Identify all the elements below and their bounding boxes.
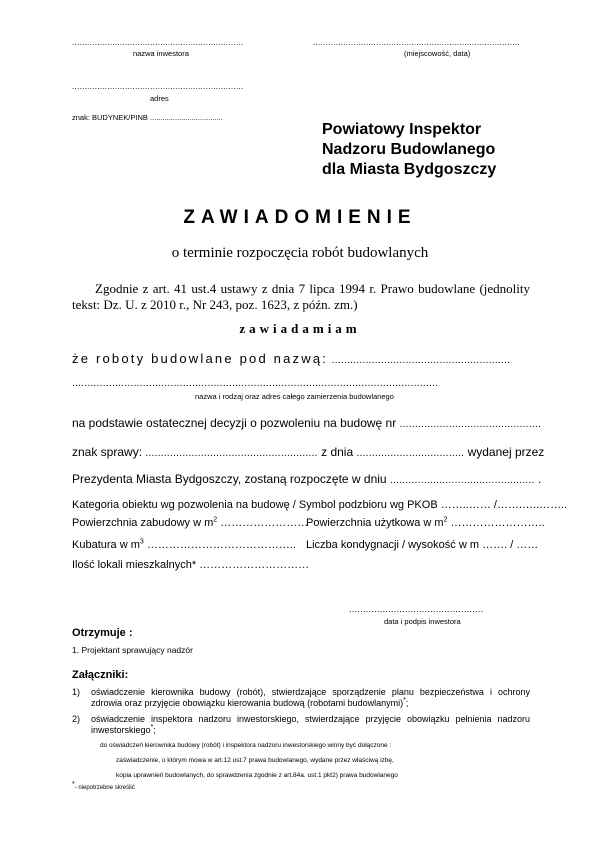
usable-area-sup: 2 — [443, 516, 448, 524]
usable-area-dots: …………………….. — [450, 517, 545, 529]
notify-word: zawiadamiam — [239, 321, 361, 336]
footnote — [72, 781, 135, 791]
recipient-line-3: dla Miasta Bydgoszczy — [322, 161, 497, 178]
decision-line — [72, 416, 541, 430]
attachments-note-intro: do oświadczeń kierownika budowy (robót) i inspektora nadzoru inwestorskiego winny być dołączone : — [100, 742, 392, 749]
cubature-line — [72, 539, 296, 551]
attachment-2-end: ; — [153, 725, 156, 735]
flats-label: Ilość lokali mieszkalnych* — [72, 559, 197, 571]
place-date-dots: .................................................................................. — [313, 38, 520, 47]
footnote-mark: * — [72, 781, 75, 788]
attachment-1-text — [91, 687, 530, 709]
recipient-block — [322, 120, 496, 180]
case-line — [72, 445, 544, 459]
attachment-1-body: oświadczenie kierownika budowy (robót), stwierdzające sporządzenie planu bezpieczeństwa i ochrony zdrowia oraz przyjęcie obowiązku kierowania budową (robotami budowlanymi) — [91, 687, 530, 708]
attachment-1-sup: * — [403, 697, 406, 704]
built-area-sup: 2 — [213, 516, 218, 524]
category-dots: ……..…… /…….…..…….. — [440, 499, 568, 511]
flats-dots: ………………………… — [199, 559, 310, 571]
date-label: z dnia — [321, 445, 354, 459]
recipient-line-1: Powiatowy Inspektor — [322, 121, 482, 138]
attachments-note-line-1: zaświadczenie, o którym mowa w art.12 ust.7 prawa budowlanego, wydane przez właściwą izbę, — [116, 757, 394, 764]
usable-area-label: Powierzchnia użytkowa w m — [306, 517, 444, 529]
cubature-label: Kubatura w m — [72, 539, 140, 551]
works-name-line — [72, 351, 510, 366]
full-works-label: nazwa i rodzaj oraz adres całego zamierzenia budowlanego — [195, 392, 394, 401]
address-label: adres — [150, 94, 169, 103]
signature-dots: ................................................ — [349, 604, 484, 614]
president-end: . — [537, 472, 542, 486]
category-line — [72, 499, 567, 511]
issued-label: wydanej przez — [467, 445, 545, 459]
receives-item-1: 1. Projektant sprawujący nadzór — [72, 645, 193, 655]
decision-label: na podstawie ostatecznej decyzji o pozwoleniu na budowę nr — [72, 416, 397, 430]
attachments-heading: Załączniki: — [72, 669, 129, 681]
category-label: Kategoria obiektu wg pozwolenia na budowę / Symbol podzbioru wg PKOB — [72, 499, 438, 511]
receives-heading: Otrzymuje : — [72, 627, 133, 639]
flats-line — [72, 559, 309, 571]
attachment-2-num: 2) — [72, 714, 81, 724]
address-dots: .................................................................... — [72, 82, 244, 91]
works-name-label: że roboty budowlane pod nazwą: — [72, 351, 329, 366]
document-title: ZAWIADOMIENIE — [183, 207, 417, 228]
storeys-line — [306, 539, 538, 551]
attachment-1-num: 1) — [72, 687, 81, 697]
attachment-2-sup: * — [150, 724, 154, 731]
recipient-line-2: Nadzoru Budowlanego — [322, 141, 496, 158]
case-dots: ........................................................ — [145, 448, 318, 459]
works-name-dots: .......................................................... — [331, 355, 511, 366]
attachment-2-body: oświadczenie inspektora nadzoru inwestorskiego, stwierdzające przyjęcie obowiązku pełnienia nadzoru inwestorskiego — [91, 714, 530, 735]
attachment-2-text — [91, 714, 530, 736]
storeys-dots: ……. / …… — [482, 539, 539, 551]
president-dots: ............................................... — [389, 475, 535, 486]
reference-label: znak: BUDYNEK/PINB — [72, 113, 148, 122]
built-area-dots: …………………… — [220, 517, 309, 529]
storeys-label: Liczba kondygnacji / wysokość w m — [306, 539, 480, 551]
usable-area-line — [306, 517, 545, 529]
built-area-label: Powierzchnia zabudowy w m — [72, 517, 214, 529]
reference-dots: ................................... — [149, 113, 223, 122]
investor-name-label: nazwa inwestora — [133, 49, 189, 58]
case-label: znak sprawy: — [72, 445, 143, 459]
place-date-label: (miejscowość, data) — [404, 49, 471, 58]
cubature-dots: ………………………………….. — [146, 539, 296, 551]
investor-name-dots: .................................................................... — [72, 38, 244, 47]
decision-dots: .............................................. — [399, 419, 542, 430]
reference-line — [72, 113, 223, 122]
full-works-dots: ....................................................................................................................... — [72, 378, 439, 389]
attachment-1-end: ; — [405, 698, 409, 708]
attachments-note-line-2: kopia uprawnień budowlanych, do sprawdzenia zgodnie z art.84a. ust.1 pkt2) prawa budowlanego — [116, 772, 398, 779]
date-dots: ................................... — [356, 448, 465, 459]
legal-basis: Zgodnie z art. 41 ust.4 ustawy z dnia 7 lipca 1994 r. Prawo budowlane (jednolity tekst: Dz. U. z 2010 r., Nr 243, poz. 1623, z późn. zm.) — [72, 281, 530, 312]
president-label: Prezydenta Miasta Bydgoszczy, zostaną rozpoczęte w dniu — [72, 472, 387, 486]
signature-label: data i podpis inwestora — [384, 617, 461, 626]
document-subtitle: o terminie rozpoczęcia robót budowlanych — [171, 245, 429, 261]
president-line — [72, 472, 541, 486]
built-area-line — [72, 517, 308, 529]
footnote-text: - niepotrzebne skreślić — [74, 785, 135, 791]
cubature-sup: 3 — [139, 538, 144, 546]
